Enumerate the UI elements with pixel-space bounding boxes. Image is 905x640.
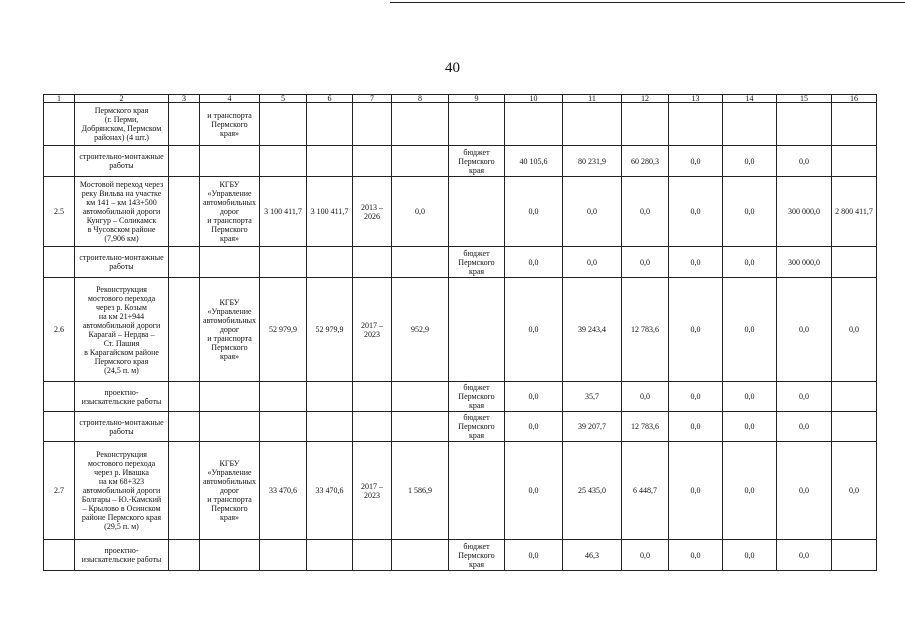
table-cell <box>307 412 353 442</box>
table-cell: 0,0 <box>669 146 723 177</box>
table-cell <box>353 412 392 442</box>
table-cell: проектно- изыскательские работы <box>75 382 169 412</box>
header-cell: 13 <box>669 95 723 103</box>
header-cell: 10 <box>505 95 563 103</box>
table-cell <box>832 412 877 442</box>
table-cell: 0,0 <box>669 442 723 540</box>
table-cell: 52 979,9 <box>260 278 307 382</box>
table-cell <box>832 103 877 146</box>
table-cell: 39 207,7 <box>563 412 622 442</box>
header-row <box>44 95 877 103</box>
table-cell <box>307 540 353 571</box>
table-cell <box>44 382 75 412</box>
table-cell: 2 800 411,7 <box>832 177 877 247</box>
table-cell: 0,0 <box>505 442 563 540</box>
table-cell: 0,0 <box>622 247 669 278</box>
table-body <box>44 95 877 571</box>
table-cell <box>260 412 307 442</box>
table-cell <box>563 103 622 146</box>
table-cell <box>449 177 505 247</box>
table-cell <box>392 382 449 412</box>
table-row <box>44 442 877 540</box>
table-cell: 0,0 <box>777 540 832 571</box>
table-row <box>44 382 877 412</box>
table-cell: 0,0 <box>505 177 563 247</box>
table-row <box>44 412 877 442</box>
table-cell: 0,0 <box>669 247 723 278</box>
header-cell: 7 <box>353 95 392 103</box>
table-cell: 0,0 <box>832 278 877 382</box>
table-cell <box>169 442 200 540</box>
table-cell <box>307 103 353 146</box>
table-cell: 952,9 <box>392 278 449 382</box>
table-cell: 39 243,4 <box>563 278 622 382</box>
table-cell: бюджет Пермского края <box>449 412 505 442</box>
table-cell <box>353 146 392 177</box>
table-cell <box>44 540 75 571</box>
table-cell: 0,0 <box>622 382 669 412</box>
table-cell: 35,7 <box>563 382 622 412</box>
table-cell <box>307 382 353 412</box>
table-cell: 25 435,0 <box>563 442 622 540</box>
header-cell: 5 <box>260 95 307 103</box>
table-cell: 6 448,7 <box>622 442 669 540</box>
table-cell: 3 100 411,7 <box>307 177 353 247</box>
table-cell: КГБУ «Управление автомобильных дорог и транспорта Пермского края» <box>200 278 260 382</box>
table-cell: 2017 – 2023 <box>353 278 392 382</box>
table-cell: 40 105,6 <box>505 146 563 177</box>
header-cell: 12 <box>622 95 669 103</box>
table-cell: 0,0 <box>505 540 563 571</box>
table-cell: 300 000,0 <box>777 247 832 278</box>
header-cell: 6 <box>307 95 353 103</box>
header-cell: 9 <box>449 95 505 103</box>
table-cell: 0,0 <box>723 442 777 540</box>
table-cell: 12 783,6 <box>622 278 669 382</box>
table-cell: 0,0 <box>723 177 777 247</box>
table-cell: 0,0 <box>505 278 563 382</box>
table-cell <box>832 540 877 571</box>
table-cell: бюджет Пермского края <box>449 146 505 177</box>
table-cell <box>169 278 200 382</box>
table-cell: 0,0 <box>723 146 777 177</box>
table-cell: 0,0 <box>777 278 832 382</box>
table-cell <box>392 540 449 571</box>
table-cell: бюджет Пермского края <box>449 382 505 412</box>
table-cell: Мостовой переход через реку Вильва на участке км 141 – км 143+500 автомобильной дороги Кунгур – Соликамск в Чусовском районе (7,906 км) <box>75 177 169 247</box>
table-cell <box>449 103 505 146</box>
table-cell: Реконструкция мостового перехода через р. Ивашка на км 68+323 автомобильной дороги Болгары – Ю.-Камский – Крылово в Осинском районе Пермского края (29,5 п. м) <box>75 442 169 540</box>
header-cell: 11 <box>563 95 622 103</box>
table-cell <box>392 412 449 442</box>
table-cell <box>169 177 200 247</box>
table-cell: проектно- изыскательские работы <box>75 540 169 571</box>
table-cell: 0,0 <box>723 247 777 278</box>
table-cell: 0,0 <box>777 412 832 442</box>
table-cell: 80 231,9 <box>563 146 622 177</box>
table-row <box>44 247 877 278</box>
table-cell: 1 586,9 <box>392 442 449 540</box>
table-cell <box>260 247 307 278</box>
table-cell: 0,0 <box>832 442 877 540</box>
table-cell: 0,0 <box>723 382 777 412</box>
table-cell <box>260 382 307 412</box>
header-cell: 2 <box>75 95 169 103</box>
table-cell <box>200 247 260 278</box>
header-cell: 8 <box>392 95 449 103</box>
table-cell: 3 100 411,7 <box>260 177 307 247</box>
table-row <box>44 540 877 571</box>
table-cell: Реконструкция мостового перехода через р. Козым на км 21+944 автомобильной дороги Карагай – Нердва – Ст. Пашия в Карагайском районе Пермского края (24,5 п. м) <box>75 278 169 382</box>
table-cell: 0,0 <box>505 382 563 412</box>
table-cell <box>169 103 200 146</box>
table-cell: 0,0 <box>669 177 723 247</box>
table-cell: 0,0 <box>563 177 622 247</box>
table-cell: 12 783,6 <box>622 412 669 442</box>
page-number: 40 <box>445 60 460 76</box>
budget-table <box>43 94 877 571</box>
header-cell: 1 <box>44 95 75 103</box>
table-cell: и транспорта Пермского края» <box>200 103 260 146</box>
table-cell: 0,0 <box>505 412 563 442</box>
header-cell: 3 <box>169 95 200 103</box>
top-rule <box>390 2 905 3</box>
table-cell <box>622 103 669 146</box>
table-cell <box>307 247 353 278</box>
table-cell <box>169 146 200 177</box>
table-cell: строительно-монтажные работы <box>75 247 169 278</box>
table-cell: 0,0 <box>669 278 723 382</box>
table-cell <box>723 103 777 146</box>
table-cell: 60 280,3 <box>622 146 669 177</box>
table-cell: 0,0 <box>723 540 777 571</box>
table-cell <box>505 103 563 146</box>
table-cell <box>353 247 392 278</box>
table-cell <box>200 382 260 412</box>
table-cell <box>392 103 449 146</box>
table-cell <box>353 540 392 571</box>
table-cell: 0,0 <box>622 540 669 571</box>
table-cell: 0,0 <box>777 442 832 540</box>
table-cell: КГБУ «Управление автомобильных дорог и транспорта Пермского края» <box>200 442 260 540</box>
table-cell <box>832 146 877 177</box>
table-cell: бюджет Пермского края <box>449 540 505 571</box>
table-cell: 300 000,0 <box>777 177 832 247</box>
table-cell <box>260 103 307 146</box>
table-cell: 0,0 <box>669 382 723 412</box>
table-cell: 2017 – 2023 <box>353 442 392 540</box>
table-cell: 0,0 <box>723 412 777 442</box>
table-cell: строительно-монтажные работы <box>75 412 169 442</box>
header-cell: 15 <box>777 95 832 103</box>
table-cell: 0,0 <box>777 382 832 412</box>
table-cell <box>169 247 200 278</box>
table-cell <box>777 103 832 146</box>
table-cell: 0,0 <box>563 247 622 278</box>
table-cell: 46,3 <box>563 540 622 571</box>
table-cell: бюджет Пермского края <box>449 247 505 278</box>
table-cell: 2.6 <box>44 278 75 382</box>
table-cell: 33 470,6 <box>307 442 353 540</box>
table-row <box>44 103 877 146</box>
table-cell <box>200 412 260 442</box>
table-cell <box>200 146 260 177</box>
table-cell: 2013 – 2026 <box>353 177 392 247</box>
table-cell <box>307 146 353 177</box>
header-cell: 16 <box>832 95 877 103</box>
table-cell <box>44 412 75 442</box>
table-cell <box>44 146 75 177</box>
table-cell: строительно-монтажные работы <box>75 146 169 177</box>
table-cell: КГБУ «Управление автомобильных дорог и транспорта Пермского края» <box>200 177 260 247</box>
table-cell <box>260 146 307 177</box>
table-cell <box>353 382 392 412</box>
table-cell: 33 470,6 <box>260 442 307 540</box>
table-cell <box>169 540 200 571</box>
table-cell: 0,0 <box>669 540 723 571</box>
header-cell: 14 <box>723 95 777 103</box>
table-cell <box>260 540 307 571</box>
table-cell <box>44 103 75 146</box>
table-cell: 0,0 <box>505 247 563 278</box>
table-cell <box>669 103 723 146</box>
table-cell <box>44 247 75 278</box>
table-cell <box>832 247 877 278</box>
table-cell <box>353 103 392 146</box>
table-cell: 2.5 <box>44 177 75 247</box>
table-row <box>44 177 877 247</box>
table-cell: 0,0 <box>392 177 449 247</box>
header-cell: 4 <box>200 95 260 103</box>
table-cell <box>832 382 877 412</box>
table-cell <box>169 412 200 442</box>
table-cell: 0,0 <box>622 177 669 247</box>
table-cell <box>200 540 260 571</box>
table-cell: Пермского края (г. Перми, Добрянском, Пермском районах) (4 шт.) <box>75 103 169 146</box>
table-cell <box>169 382 200 412</box>
table-cell <box>392 146 449 177</box>
table-cell <box>449 442 505 540</box>
table-cell: 0,0 <box>669 412 723 442</box>
table-cell <box>449 278 505 382</box>
table-cell: 2.7 <box>44 442 75 540</box>
table-row <box>44 278 877 382</box>
table-cell: 0,0 <box>777 146 832 177</box>
table-row <box>44 146 877 177</box>
table-cell: 52 979,9 <box>307 278 353 382</box>
table-cell <box>392 247 449 278</box>
table-cell: 0,0 <box>723 278 777 382</box>
